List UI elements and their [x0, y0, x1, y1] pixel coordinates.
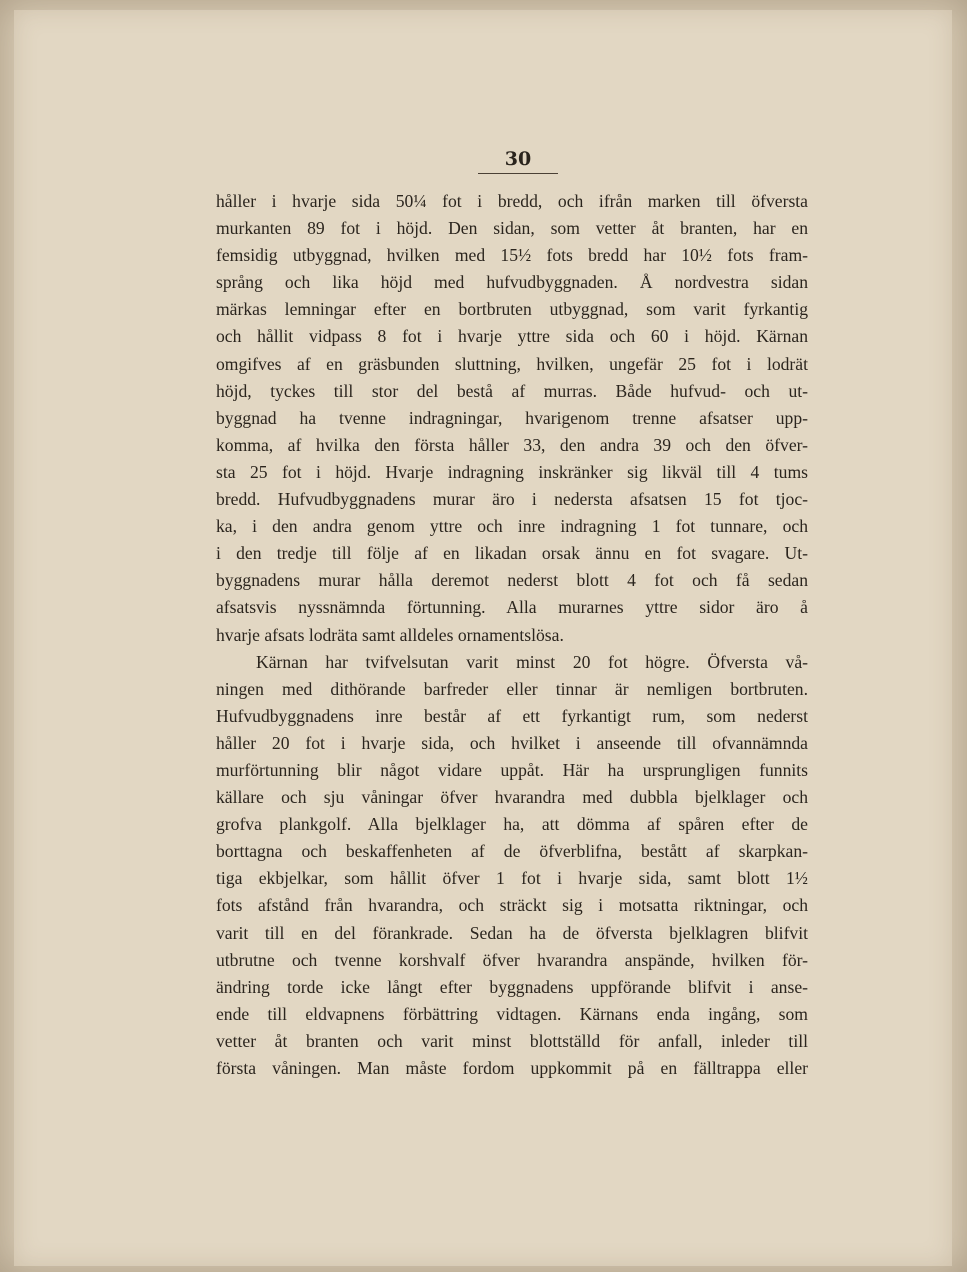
- text-line: vetter åt branten och varit minst blottställd för anfall, inleder till: [216, 1030, 808, 1051]
- text-line: komma, af hvilka den första håller 33, den andra 39 och den öfver-: [216, 434, 808, 455]
- text-line: i den tredje till följe af en likadan orsak ännu en fot svagare. Ut-: [216, 543, 808, 564]
- text-line: sta 25 fot i höjd. Hvarje indragning inskränker sig likväl till 4 tums: [216, 461, 808, 482]
- text-line: murförtunning blir något vidare uppåt. Här ha ursprungligen funnits: [216, 759, 808, 780]
- text-line: Kärnan har tvifvelsutan varit minst 20 fot högre. Öfversta vå-: [256, 651, 808, 672]
- text-line: håller i hvarje sida 50¼ fot i bredd, och ifrån marken till öfversta: [216, 191, 808, 211]
- text-line: utbrutne och tvenne korshvalf öfver hvarandra anspände, hvilken för-: [216, 949, 808, 970]
- text-line: Hufvudbyggnadens inre består af ett fyrkantigt rum, som nederst: [216, 705, 808, 726]
- text-line: ende till eldvapnens förbättring vidtagen. Kärnans enda ingång, som: [216, 1003, 808, 1024]
- text-line: grofva plankgolf. Alla bjelklager ha, att dömma af spåren efter de: [216, 814, 808, 835]
- text-line: omgifves af en gräsbunden sluttning, hvilken, ungefär 25 fot i lodrät: [216, 353, 808, 374]
- text-line: källare och sju våningar öfver hvarandra med dubbla bjelklager och: [216, 787, 808, 808]
- body-text: [216, 188, 808, 1082]
- text-line: afsatsvis nyssnämnda förtunning. Alla murarnes yttre sidor äro å: [216, 597, 808, 618]
- page-number: 30: [478, 148, 558, 174]
- text-line: språng och lika höjd med hufvudbyggnaden. Å nordvestra sidan: [216, 272, 808, 293]
- text-line: håller 20 fot i hvarje sida, och hvilket i anseende till ofvannämnda: [216, 732, 808, 753]
- text-line: bredd. Hufvudbyggnadens murar äro i nedersta afsatsen 15 fot tjoc-: [216, 489, 808, 510]
- text-line: tiga ekbjelkar, som hållit öfver 1 fot i hvarje sida, samt blott 1½: [216, 868, 808, 889]
- text-line: varit till en del förankrade. Sedan ha de öfversta bjelklagren blifvit: [216, 922, 808, 943]
- text-line: ningen med dithörande barfreder eller tinnar är nemligen bortbruten.: [216, 678, 808, 699]
- text-line: märkas lemningar efter en bortbruten utbyggnad, som varit fyrkantig: [216, 299, 808, 320]
- text-line: byggnad ha tvenne indragningar, hvarigenom trenne afsatser upp-: [216, 407, 808, 428]
- text-line: murkanten 89 fot i höjd. Den sidan, som vetter åt branten, har en: [216, 218, 808, 239]
- text-line: byggnadens murar hålla deremot nederst blott 4 fot och få sedan: [216, 570, 808, 591]
- text-line: första våningen. Man måste fordom uppkommit på en fälltrappa eller: [216, 1058, 808, 1078]
- text-line: ändring torde icke långt efter byggnadens uppförande blifvit i anse-: [216, 976, 808, 997]
- text-line: ka, i den andra genom yttre och inre indragning 1 fot tunnare, och: [216, 516, 808, 537]
- text-line: höjd, tyckes till stor del bestå af murras. Både hufvud- och ut-: [216, 380, 808, 401]
- text-line: fots afstånd från hvarandra, och sträckt sig i motsatta riktningar, och: [216, 895, 808, 916]
- text-line: borttagna och beskaffenheten af de öfverblifna, bestått af skarpkan-: [216, 841, 808, 862]
- text-line: hvarje afsats lodräta samt alldeles ornamentslösa.: [216, 624, 564, 645]
- text-line: och hållit vidpass 8 fot i hvarje yttre sida och 60 i höjd. Kärnan: [216, 326, 808, 347]
- text-line: femsidig utbyggnad, hvilken med 15½ fots bredd har 10½ fots fram-: [216, 245, 808, 266]
